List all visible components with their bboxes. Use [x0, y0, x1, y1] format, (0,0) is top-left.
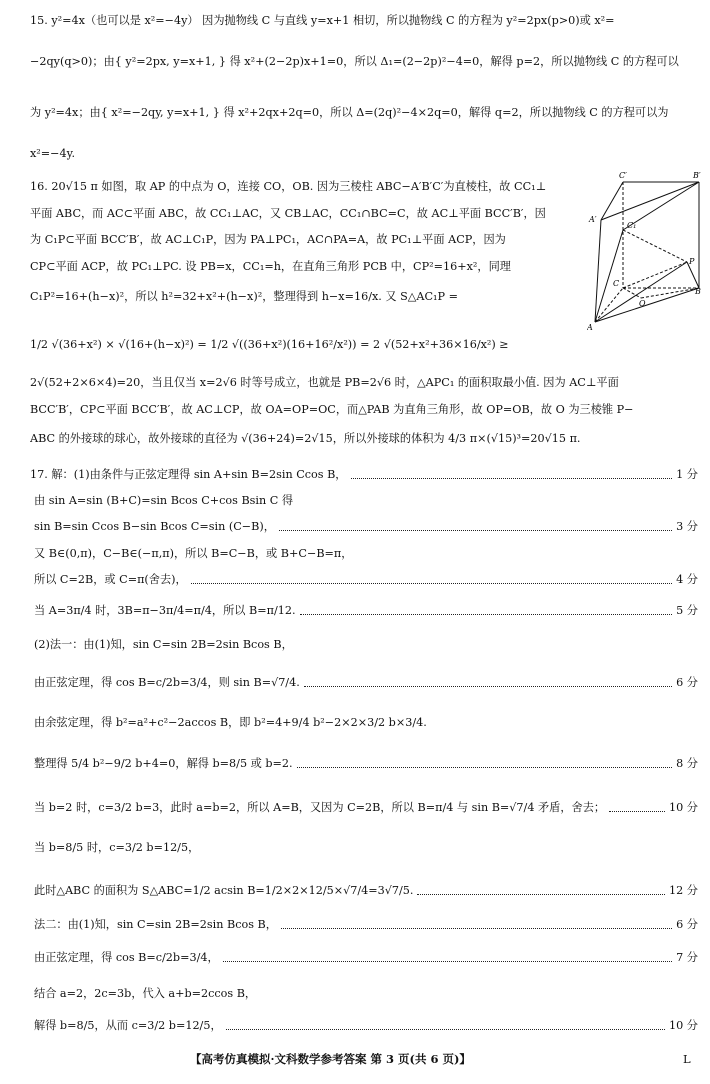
q17-line-8: 由正弦定理，得 cos B=c/2b=3/4，则 sin B=√7/4. 6 分: [34, 676, 698, 689]
q16-line-6: 1/2 √(36+x²) × √(16+(h−x)²) = 1/2 √((36+x²)(16+16²/x²)) = 2 √(52+x²+36×16/x²) ≥: [30, 338, 509, 351]
q17-line-15: 由正弦定理，得 cos B=c/2b=3/4， 7 分: [34, 951, 698, 964]
q16-line-5: C₁P²=16+(h−x)²，所以 h²=32+x²+(h−x)²，整理得到 h−x=16/x. 又 S△AC₁P =: [30, 290, 458, 303]
q17-line-12: 当 b=8/5 时，c=3/2 b=12/5，: [34, 841, 200, 854]
q17-line-5: 所以 C=2B，或 C=π(舍去)， 4 分: [34, 573, 698, 586]
score-points: 6 分: [676, 918, 698, 931]
q16-line-9: ABC 的外接球的球心，故外接球的直径为 √(36+24)=2√15，所以外接球的体积为 4/3 π×(√15)³=20√15 π.: [30, 432, 581, 445]
score-points: 3 分: [676, 520, 698, 533]
q17-line-16: 结合 a=2，2c=3b，代入 a+b=2ccos B，: [34, 987, 257, 1000]
score-points: 10 分: [669, 1019, 698, 1032]
label-o: O: [639, 299, 646, 308]
label-b: B: [695, 287, 701, 296]
q17-line-4: 又 B∈(0,π)，C−B∈(−π,π)，所以 B=C−B，或 B+C−B=π，: [34, 547, 353, 560]
leader-dots: [300, 604, 673, 615]
q15-line-1: 15. y²=4x（也可以是 x²=−4y） 因为抛物线 C 与直线 y=x+1 相切，所以抛物线 C 的方程为 y²=2px(p>0)或 x²=: [30, 14, 615, 27]
q17-line-2: 由 sin A=sin (B+C)=sin Bcos C+cos Bsin C 得: [34, 494, 294, 507]
leader-dots: [417, 884, 665, 895]
q17-line-9: 由余弦定理，得 b²=a²+c²−2accos B，即 b²=4+9/4 b²−2×2×3/2 b×3/4.: [34, 716, 427, 729]
label-a-prime: A′: [589, 215, 597, 224]
prism-diagram: [587, 170, 705, 332]
prism-figure: [587, 170, 705, 332]
q16-line-3: 为 C₁P⊂平面 BCC′B′，故 AC⊥C₁P，因为 PA⊥PC₁，AC∩PA=A，故 PC₁⊥平面 ACP，因为: [30, 233, 506, 246]
q15-line-2: −2qy(q>0)；由{ y²=2px, y=x+1, } 得 x²+(2−2p)x+1=0，所以 Δ₁=(2−2p)²−4=0，解得 p=2，所以抛物线 C 的方程可以: [30, 55, 679, 68]
q15-line-3: 为 y²=4x；由{ x²=−2qy, y=x+1, } 得 x²+2qx+2q=0，所以 Δ=(2q)²−4×2q=0，解得 q=2，所以抛物线 C 的方程可以为: [30, 106, 669, 119]
q17-line-6: 当 A=3π/4 时，3B=π−3π/4=π/4，所以 B=π/12. 5 分: [34, 604, 698, 617]
label-c: C: [613, 279, 620, 288]
q17-line-13: 此时△ABC 的面积为 S△ABC=1/2 acsin B=1/2×2×12/5×√7/4=3√7/5. 12 分: [34, 884, 698, 897]
q17-line-11: 当 b=2 时，c=3/2 b=3，此时 a=b=2，所以 A=B，又因为 C=2B，所以 B=π/4 与 sin B=√7/4 矛盾，舍去； 10 分: [34, 801, 698, 814]
leader-dots: [223, 951, 672, 962]
q16-line-1: 16. 20√15 π 如图，取 AP 的中点为 O，连接 CO，OB. 因为三棱柱 ABC−A′B′C′为直棱柱，故 CC₁⊥: [30, 180, 547, 193]
leader-dots: [226, 1019, 665, 1030]
label-c1: C₁: [627, 221, 637, 230]
label-a: A: [587, 323, 593, 332]
q17-line-10: 整理得 5/4 b²−9/2 b+4=0，解得 b=8/5 或 b=2. 8 分: [34, 757, 698, 770]
q17-line-14: 法二：由(1)知，sin C=sin 2B=2sin Bcos B， 6 分: [34, 918, 698, 931]
score-points: 4 分: [676, 573, 698, 586]
leader-dots: [609, 801, 665, 812]
q15-line-4: x²=−4y.: [30, 147, 76, 160]
score-points: 6 分: [676, 676, 698, 689]
q16-line-4: CP⊂平面 ACP，故 PC₁⊥PC. 设 PB=x，CC₁=h，在直角三角形 PCB 中，CP²=16+x²，同理: [30, 260, 511, 273]
q17-line-3: sin B=sin Ccos B−sin Bcos C=sin (C−B)， 3 分: [34, 520, 698, 533]
q17-line-17: 解得 b=8/5，从而 c=3/2 b=12/5， 10 分: [34, 1019, 698, 1032]
leader-dots: [297, 757, 673, 768]
q16-line-7: 2√(52+2×6×4)=20，当且仅当 x=2√6 时等号成立，也就是 PB=2√6 时，△APC₁ 的面积取最小值. 因为 AC⊥平面: [30, 376, 619, 389]
score-points: 7 分: [676, 951, 698, 964]
label-c-prime: C′: [619, 171, 627, 180]
q16-line-8: BCC′B′，CP⊂平面 BCC′B′，故 AC⊥CP，故 OA=OP=OC，而△PAB 为直角三角形，故 OP=OB，故 O 为三棱锥 P−: [30, 403, 634, 416]
score-points: 12 分: [669, 884, 698, 897]
leader-dots: [304, 676, 672, 687]
score-points: 1 分: [676, 468, 698, 481]
q17-line-1: 17. 解：(1)由条件与正弦定理得 sin A+sin B=2sin Ccos B， 1 分: [30, 468, 698, 481]
leader-dots: [279, 520, 672, 531]
label-p: P: [689, 257, 695, 266]
score-points: 10 分: [669, 801, 698, 814]
score-points: 5 分: [676, 604, 698, 617]
leader-dots: [191, 573, 672, 584]
page-footer: 【高考仿真模拟·文科数学参考答案 第 3 页(共 6 页)】: [190, 1052, 471, 1066]
corner-mark: L: [683, 1052, 691, 1066]
q17-line-7: (2)法一：由(1)知，sin C=sin 2B=2sin Bcos B，: [34, 638, 293, 651]
score-points: 8 分: [676, 757, 698, 770]
leader-dots: [281, 918, 672, 929]
q16-line-2: 平面 ABC，而 AC⊂平面 ABC，故 CC₁⊥AC，又 CB⊥AC，CC₁∩BC=C，故 AC⊥平面 BCC′B′，因: [30, 207, 546, 220]
label-b-prime: B′: [693, 171, 701, 180]
leader-dots: [351, 468, 673, 479]
